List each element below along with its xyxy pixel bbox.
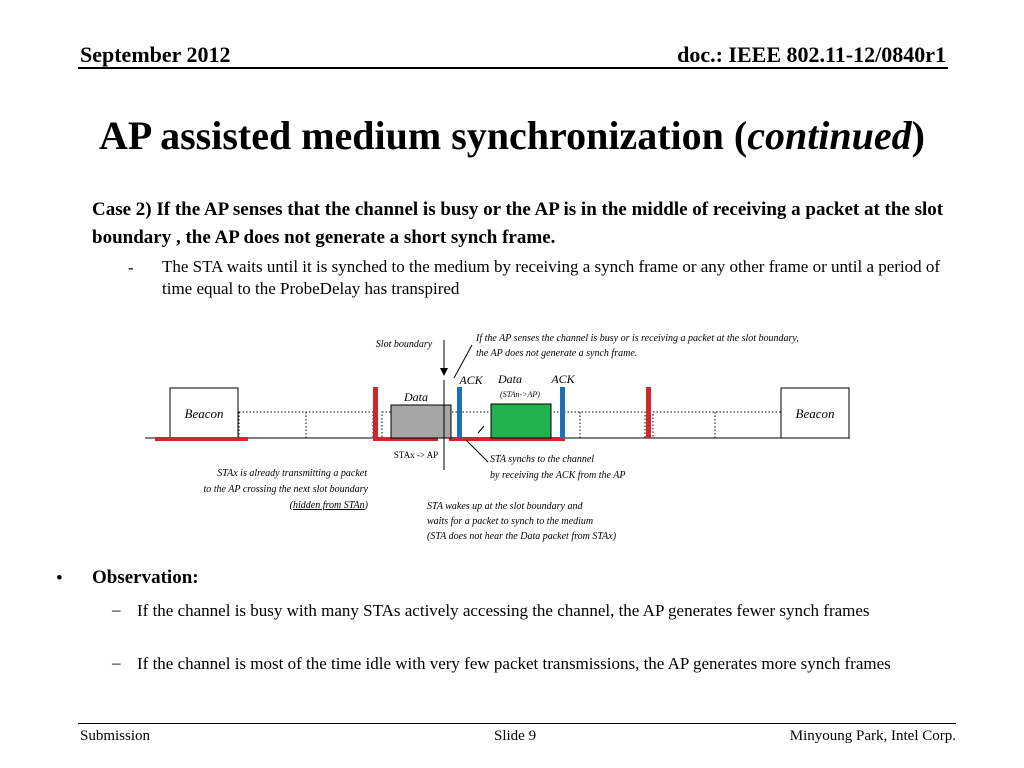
stax-note-line-1: STAx is already transmitting a packet: [217, 468, 367, 479]
observation-item-marker: –: [112, 653, 121, 672]
header-date: September 2012: [80, 42, 231, 67]
sta-wake-note-line-2: waits for a packet to synch to the medium: [427, 516, 594, 527]
stax-note-hidden: hidden from STAn: [292, 500, 365, 511]
sta-synch-leader: [466, 440, 488, 462]
ack-bar-1: [457, 387, 462, 438]
footer-slide-number: Slide 9: [494, 728, 537, 744]
title-italic: continued: [747, 113, 912, 158]
footer-right: Minyoung Park, Intel Corp.: [789, 728, 956, 744]
sta-wake-note-line-3: (STA does not hear the Data packet from STAx): [427, 531, 617, 542]
stax-note-line-3: [290, 500, 369, 511]
beacon-left-label: Beacon: [184, 406, 224, 421]
footer-left: Submission: [80, 728, 151, 744]
data-stax-label: Data: [404, 390, 428, 404]
header-divider: [78, 67, 948, 69]
stax-note-line-2: to the AP crossing the next slot boundary: [203, 484, 368, 495]
data-stan-sublabel: (STAn->AP): [500, 390, 540, 399]
slot-boundary-label: Slot boundary: [375, 339, 433, 350]
sta-synch-note-line-2: by receiving the ACK from the AP: [490, 470, 626, 481]
footer-divider: [78, 723, 956, 724]
ack-label-2: ACK: [551, 372, 575, 386]
red-underline-left: [155, 437, 248, 441]
gap-tick: [478, 426, 484, 433]
slide-title: [0, 112, 1024, 159]
stax-note-close: ): [364, 500, 368, 511]
case2-text: Case 2) If the AP senses that the channel is busy or the AP is in the middle of receiving a packet at the slot boundary , the AP does not generate a short synch frame.: [92, 199, 944, 248]
sta-wake-note-line-1: STA wakes up at the slot boundary and: [427, 501, 583, 512]
title-main: AP assisted medium synchronization (: [98, 113, 748, 158]
observation-title: Observation:: [92, 567, 199, 588]
stax-ap-label: STAx -> AP: [393, 450, 439, 460]
ap-busy-note-line-1: If the AP senses the channel is busy or is receiving a packet at the slot boundary,: [476, 333, 799, 344]
synch-frame-red-1: [373, 387, 378, 438]
case2-bullet-text: The STA waits until it is synched to the medium by receiving a synch frame or any other frame or until a period of time equal to the ProbeDelay has transpired: [162, 257, 941, 298]
data-stax-box: [391, 405, 451, 438]
observation-bullet: •: [56, 568, 63, 589]
data-stan-label: Data: [498, 372, 522, 386]
slot-box: [653, 412, 781, 438]
ap-busy-note-line-2: the AP does not generate a synch frame.: [476, 348, 638, 359]
ack-bar-2: [560, 387, 565, 438]
timing-diagram: [0, 320, 1024, 550]
observation-item-marker: –: [112, 600, 121, 619]
synch-frame-red-2: [646, 387, 651, 438]
ack-label-1: ACK: [459, 373, 483, 387]
case2-bullet-marker: -: [128, 258, 134, 277]
beacon-right-label: Beacon: [795, 406, 835, 421]
title-close: ): [911, 113, 925, 158]
observation-item-text: If the channel is most of the time idle with very few packet transmissions, the AP generates more synch frames: [137, 654, 891, 673]
observation-item-text: If the channel is busy with many STAs actively accessing the channel, the AP generates fewer synch frames: [137, 601, 870, 620]
stax-note-open: (: [289, 500, 293, 511]
header-doc-id: doc.: IEEE 802.11-12/0840r1: [677, 42, 946, 67]
sta-synch-note-line-1: STA synchs to the channel: [490, 454, 595, 465]
data-stan-box: [491, 404, 551, 438]
